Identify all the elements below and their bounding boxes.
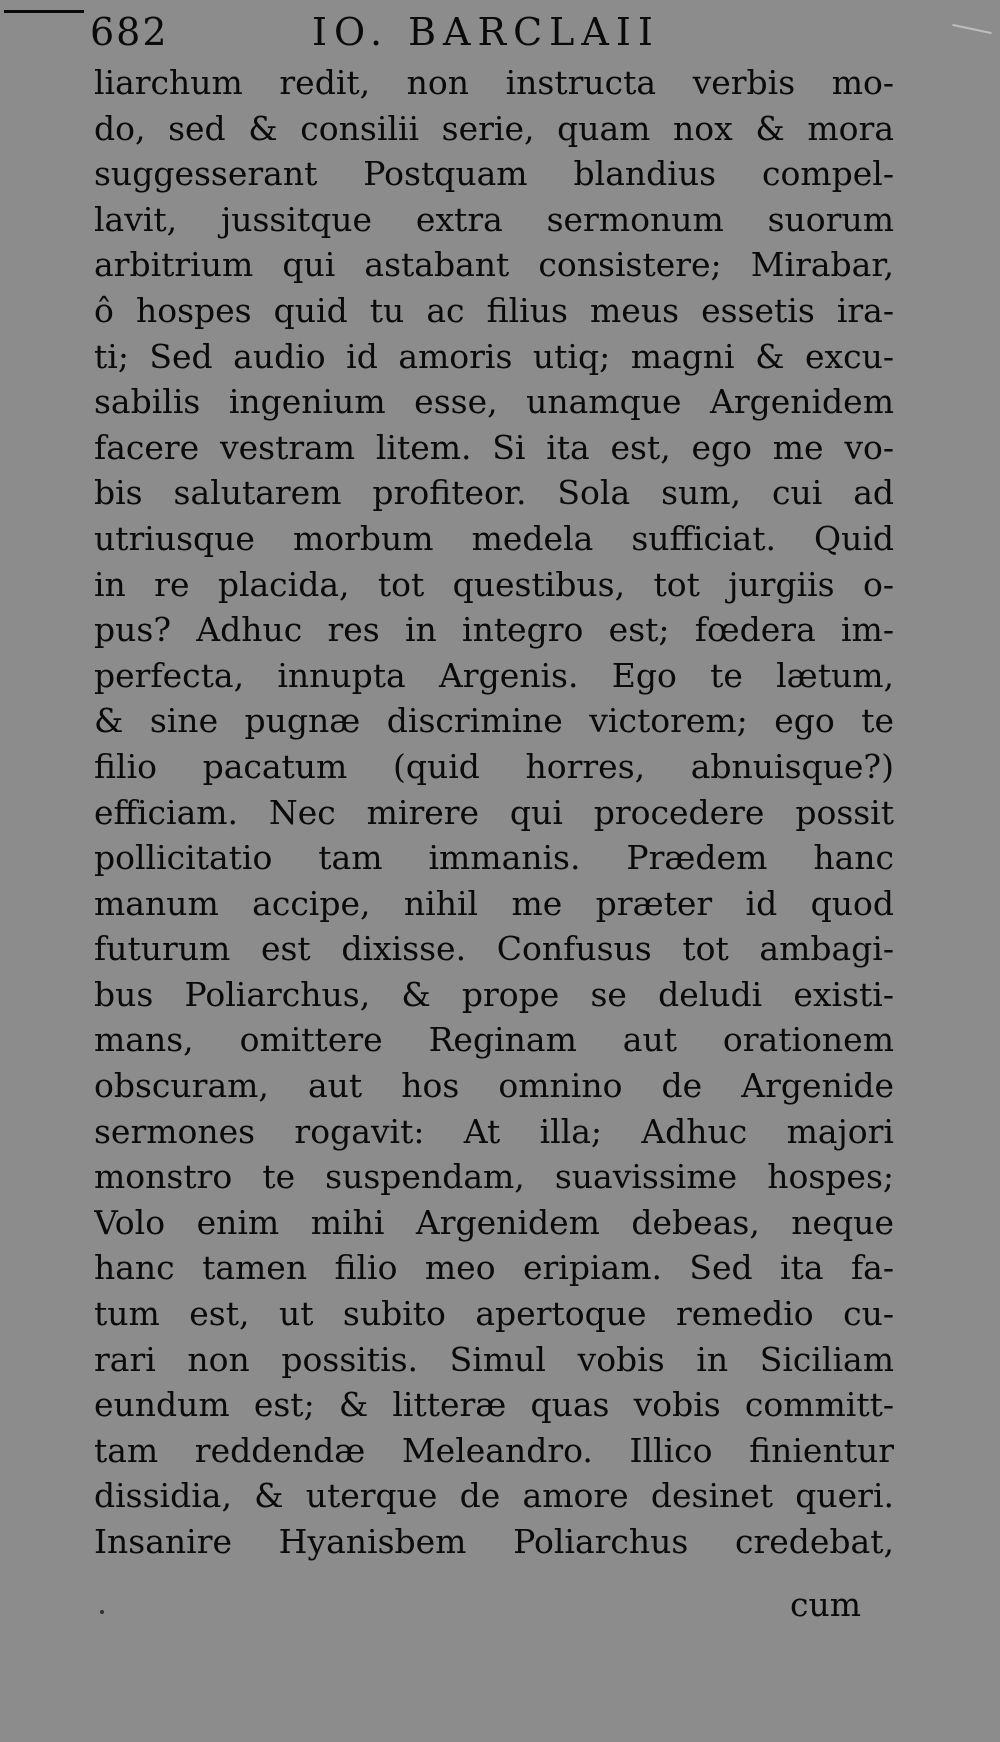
page-header <box>90 2 890 62</box>
text-line: liarchum redit, non instructa verbis mo- <box>94 63 894 102</box>
text-line: ô hospes quid tu ac filius meus essetis ira- <box>94 290 894 330</box>
running-head: IO. BARCLAII <box>312 10 660 54</box>
text-line: filio pacatum (quid horres, abnuisque?) <box>94 746 894 786</box>
text-line: suggesserant Postquam blandius compel- <box>94 154 894 194</box>
text-line: mans, omittere Reginam aut orationem <box>94 1020 894 1060</box>
text-line: in re placida, tot questibus, tot jurgiis o- <box>94 564 894 604</box>
text-line: obscuram, aut hos omnino de Argenide <box>94 1066 894 1106</box>
text-line: perfecta, innupta Argenis. Ego te lætum, <box>94 655 894 695</box>
text-line: utriusque morbum medela sufficiat. Quid <box>94 518 894 558</box>
text-line: sabilis ingenium esse, unamque Argenidem <box>94 382 894 422</box>
text-line: efficiam. Nec mirere qui procedere possit <box>94 792 894 832</box>
top-rule <box>4 10 84 13</box>
text-line: dissidia, & uterque de amore desinet queri. <box>94 1476 894 1516</box>
text-line: Volo enim mihi Argenidem debeas, neque <box>94 1202 894 1242</box>
text-line: bis salutarem profiteor. Sola sum, cui ad <box>94 473 894 513</box>
text-line: monstro te suspendam, suavissime hospes; <box>94 1157 894 1197</box>
corner-mark <box>952 24 992 34</box>
text-line: bus Poliarchus, & prope se deludi existi- <box>94 974 894 1014</box>
text-line: lavit, jussitque extra sermonum suorum <box>94 199 894 239</box>
text-line: eundum est; & litteræ quas vobis committ- <box>94 1385 894 1425</box>
text-line: futurum est dixisse. Confusus tot ambagi- <box>94 929 894 969</box>
text-line: pollicitatio tam immanis. Prædem hanc <box>94 838 894 878</box>
body-text <box>94 60 894 1565</box>
page-number: 682 <box>90 10 169 54</box>
text-line: tum est, ut subito apertoque remedio cu- <box>94 1294 894 1334</box>
text-line: manum accipe, nihil me præter id quod <box>94 883 894 923</box>
text-line: pus? Adhuc res in integro est; fœdera im- <box>94 610 894 650</box>
text-line: facere vestram litem. Si ita est, ego me vo- <box>94 427 894 467</box>
catchword: cum <box>790 1585 862 1624</box>
text-line: sermones rogavit: At illa; Adhuc majori <box>94 1111 894 1151</box>
ink-speck <box>100 1610 104 1614</box>
text-line: & sine pugnæ discrimine victorem; ego te <box>94 701 894 741</box>
text-line: hanc tamen filio meo eripiam. Sed ita fa- <box>94 1248 894 1288</box>
text-line: arbitrium qui astabant consistere; Mirabar, <box>94 245 894 285</box>
text-line: tam reddendæ Meleandro. Illico finientur <box>94 1430 894 1470</box>
text-line: do, sed & consilii serie, quam nox & mora <box>94 108 894 148</box>
text-line: ti; Sed audio id amoris utiq; magni & excu- <box>94 336 894 376</box>
text-line: Insanire Hyanisbem Poliarchus credebat, <box>94 1522 894 1561</box>
text-line: rari non possitis. Simul vobis in Siciliam <box>94 1339 894 1379</box>
